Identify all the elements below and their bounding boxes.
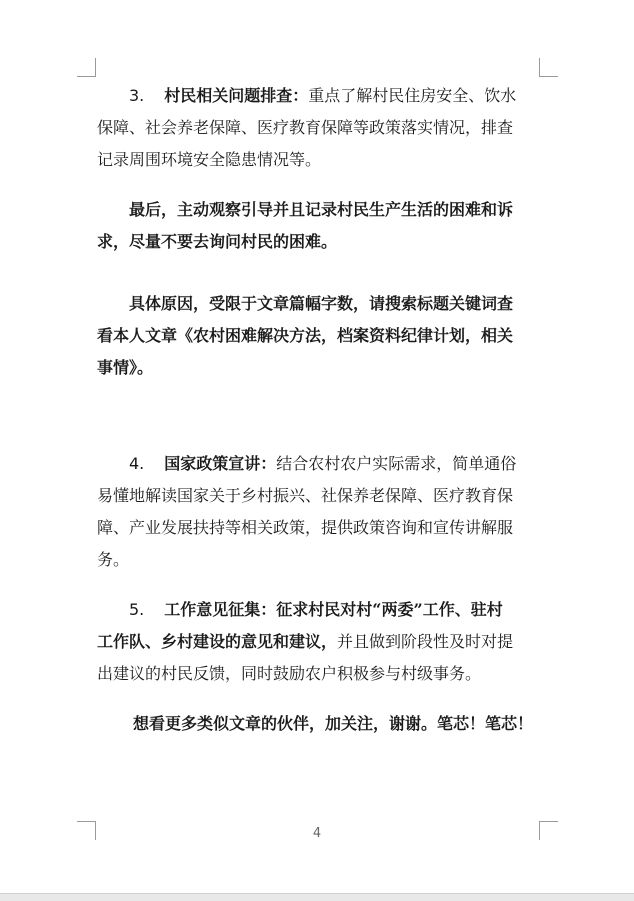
- finally-line-2: 求，尽量不要去询问村民的困难。: [97, 232, 338, 251]
- item-3-number: 3.: [129, 86, 145, 105]
- item-4-number: 4.: [129, 454, 145, 473]
- item-5-title: 工作意见征集：: [164, 600, 277, 619]
- margin-corner-top-left: [77, 58, 96, 77]
- item-5-line-1: [97, 594, 541, 626]
- reason-line-3: 事情》。: [97, 358, 154, 377]
- closing-line: 想看更多类似文章的伙伴，加关注，谢谢。笔芯！笔芯！: [133, 714, 534, 733]
- item-3-line-3: 记录周围环境安全隐患情况等。: [97, 150, 322, 169]
- item-4-line-3: 障、产业发展扶持等相关政策，提供政策咨询和宣传讲解服: [97, 518, 514, 537]
- page-number: 4: [312, 826, 322, 841]
- item-5-number: 5.: [129, 600, 145, 619]
- item-5-text-1: 征求村民对村“两委”工作、驻村: [276, 600, 503, 619]
- item-5-line-3: 出建议的村民反馈，同时鼓励农户积极参与村级事务。: [97, 664, 482, 683]
- item-3-line-2: 保障、社会养老保障、医疗教育保障等政策落实情况，排查: [97, 118, 514, 137]
- item-4-text-1: 结合农村农户实际需求，简单通俗: [276, 454, 517, 473]
- item-5-text-2a: 工作队、乡村建设的意见和建议，: [97, 632, 338, 651]
- item-4-title: 国家政策宣讲：: [164, 454, 277, 473]
- item-5-line-2: [97, 626, 541, 658]
- item-4-line-4: 务。: [97, 550, 130, 569]
- reason-line-2: 看本人文章《农村困难解决方法，档案资料纪律计划，相关: [97, 326, 514, 345]
- item-4-line-1: [97, 448, 541, 480]
- item-3-text-1: 重点了解村民住房安全、饮水: [308, 86, 517, 105]
- item-3-line-1: [97, 80, 541, 112]
- reason-line-1: 具体原因，受限于文章篇幅字数，请搜索标题关键词查: [129, 294, 514, 313]
- item-5-text-2b: 并且做到阶段性及时对提: [337, 632, 514, 651]
- finally-line-1: 最后，主动观察引导并且记录村民生产生活的困难和诉: [129, 200, 514, 219]
- margin-corner-top-right: [539, 58, 558, 77]
- item-3-title: 村民相关问题排查：: [164, 86, 309, 105]
- item-4-line-2: 易懂地解读国家关于乡村振兴、社保养老保障、医疗教育保: [97, 486, 514, 505]
